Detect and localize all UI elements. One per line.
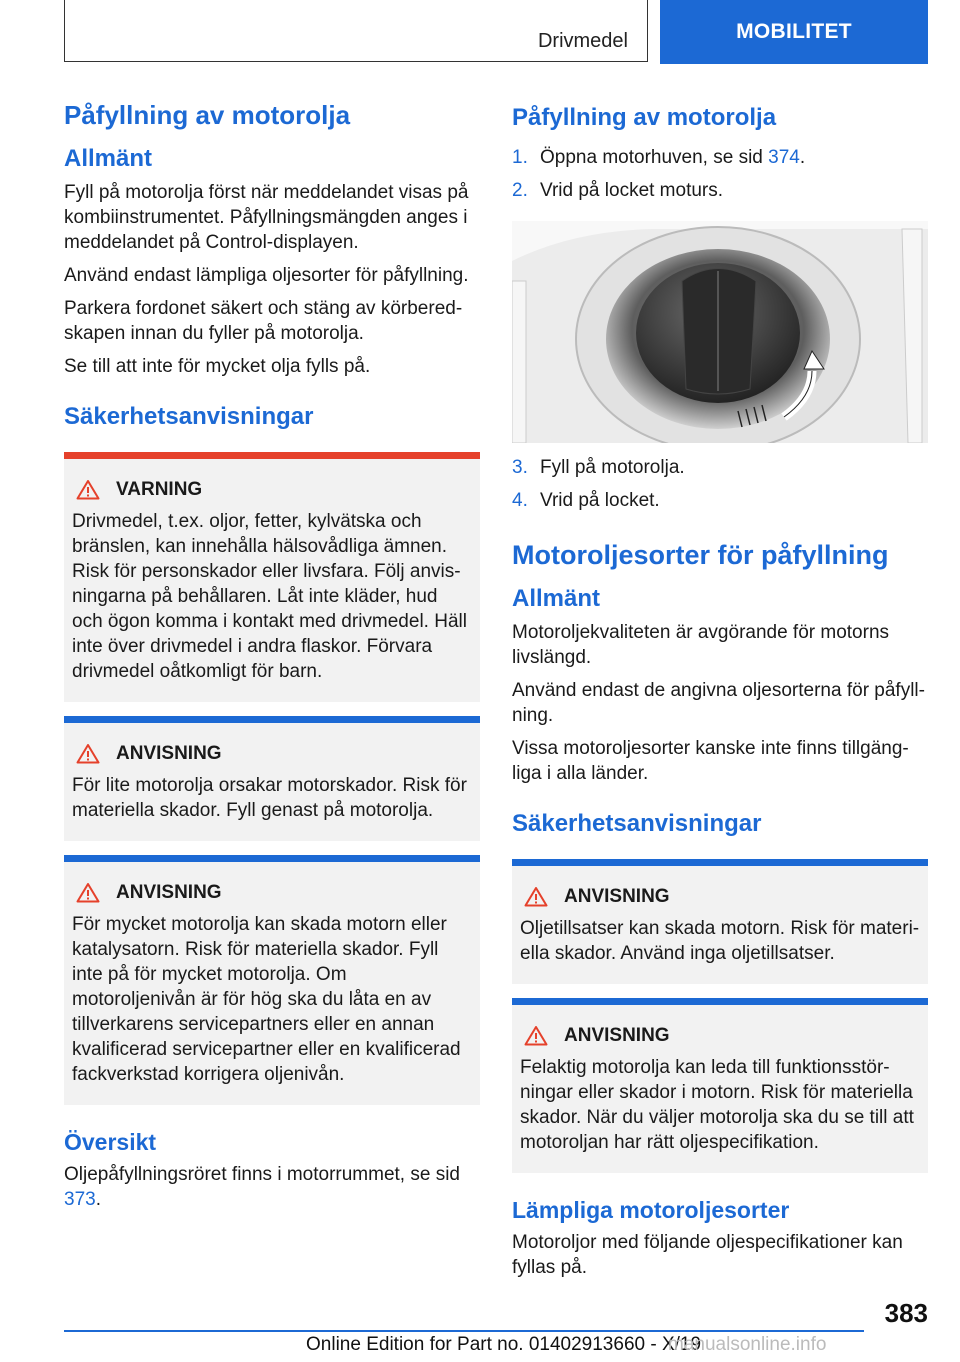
procedure-heading: Påfyllning av motorolja — [512, 104, 777, 131]
steps-list — [512, 145, 928, 203]
paragraph: Motoroljekvaliteten är avgörande för motorns livslängd. — [512, 621, 890, 668]
paragraph: Parkera fordonet säkert och stäng av körberedskapen innan du fyller på motorolja. — [64, 297, 463, 344]
overview-heading: Översikt — [64, 1128, 157, 1155]
safety-heading: Säkerhetsanvisningar — [512, 809, 762, 837]
left-column — [64, 100, 480, 1220]
warning-triangle-icon — [76, 882, 100, 903]
paragraph: Använd endast de angivna oljesorterna för påfyllning. — [512, 679, 925, 726]
oil-cap-photo — [512, 221, 928, 443]
notice-box — [512, 859, 928, 984]
right-column — [512, 100, 928, 1288]
page-number: 383 — [884, 1298, 928, 1328]
suitable-text: Motoroljor med följande oljespecifikationer kan fyllas på. — [512, 1232, 903, 1279]
page-header — [64, 0, 928, 64]
list-item: 3. Fyll på motorolja. — [512, 456, 685, 478]
notice-text: Oljetillsatser kan skada motorn. Risk för materiella skador. Använd inga oljetillsatser. — [520, 917, 920, 964]
paragraph: Se till att inte för mycket olja fylls på. — [64, 355, 371, 377]
warning-text: Drivmedel, t.ex. oljor, fetter, kylvätska och bränslen, kan innehålla hälsovådliga ämnen. Risk för personskador eller livsfara. Följ anvisningarna på behållaren. Låt inte kläder, hud och ögon komma i kontakt med drivmedel. Häll inte över drivmedel i andra flaskor. Förvara drivmedel oåtkomligt för barn. — [72, 510, 467, 682]
general-heading: Allmänt — [512, 585, 601, 613]
notice-label: ANVISNING — [564, 885, 670, 907]
warning-triangle-icon — [76, 743, 100, 764]
warning-label: VARNING — [116, 478, 203, 500]
paragraph: Använd endast lämpliga oljesorter för påfyllning. — [64, 264, 469, 286]
oil-cap-illustration — [512, 221, 928, 443]
grades-title: Motoroljesorter för påfyllning — [512, 539, 889, 570]
notice-box — [64, 716, 480, 841]
footer-divider — [64, 1330, 864, 1332]
notice-box — [64, 855, 480, 1105]
paragraph: Vissa motoroljesorter kanske inte finns tillgängliga i alla länder. — [512, 737, 909, 784]
list-item: 4. Vrid på locket. — [512, 489, 660, 511]
page-link[interactable]: 374 — [768, 146, 800, 168]
notice-label: ANVISNING — [564, 1024, 670, 1046]
safety-heading: Säkerhetsanvisningar — [64, 402, 314, 430]
watermark: manualsonline.info — [668, 1334, 827, 1355]
page-link[interactable]: 373 — [64, 1189, 96, 1211]
general-heading: Allmänt — [64, 145, 153, 173]
notice-text: För mycket motorolja kan skada motorn eller katalysatorn. Risk för materiella skador. Fyll inte på för mycket motorolja. Om motoroljenivån är för hög ska du låta en av tillverkarens servicepartners eller en annan kvalificerad servicepartner eller en kvalificerad fackverkstad korrigera oljenivån. — [72, 913, 461, 1085]
notice-text: Felaktig motorolja kan leda till funktionsstörningar eller skador i motorn. Risk för materiella skador. När du väljer motorolja ska du se till att motoroljan har rätt oljespecifikation. — [520, 1056, 914, 1153]
paragraph: Fyll på motorolja först när meddelandet visas på kombiinstrumentet. Påfyllningsmängden anges i meddelandet på Control-displayen. — [64, 181, 469, 253]
list-item: 1. Öppna motorhuven, se sid 374. — [512, 146, 806, 168]
warning-triangle-icon — [524, 1025, 548, 1046]
notice-label: ANVISNING — [116, 742, 222, 764]
notice-text: För lite motorolja orsakar motorskador. Risk för materiella skador. Fyll genast på motorolja. — [72, 774, 467, 821]
header-chapter-tab[interactable]: MOBILITET — [660, 0, 928, 64]
warning-triangle-icon — [524, 886, 548, 907]
steps-list — [512, 455, 928, 513]
section-title: Påfyllning av motorolja — [64, 100, 351, 130]
header-section: Drivmedel — [537, 30, 628, 52]
warning-triangle-icon — [76, 479, 100, 500]
list-item: 2. Vrid på locket moturs. — [512, 179, 724, 201]
overview-text: Oljepåfyllningsröret finns i motorrummet, se sid 373. — [64, 1164, 460, 1211]
edition-text: Online Edition for Part no. 01402913660 - X/19 — [306, 1334, 702, 1355]
notice-label: ANVISNING — [116, 881, 222, 903]
warning-box — [64, 452, 480, 702]
suitable-heading: Lämpliga motoroljesorter — [512, 1196, 790, 1223]
notice-box — [512, 998, 928, 1173]
